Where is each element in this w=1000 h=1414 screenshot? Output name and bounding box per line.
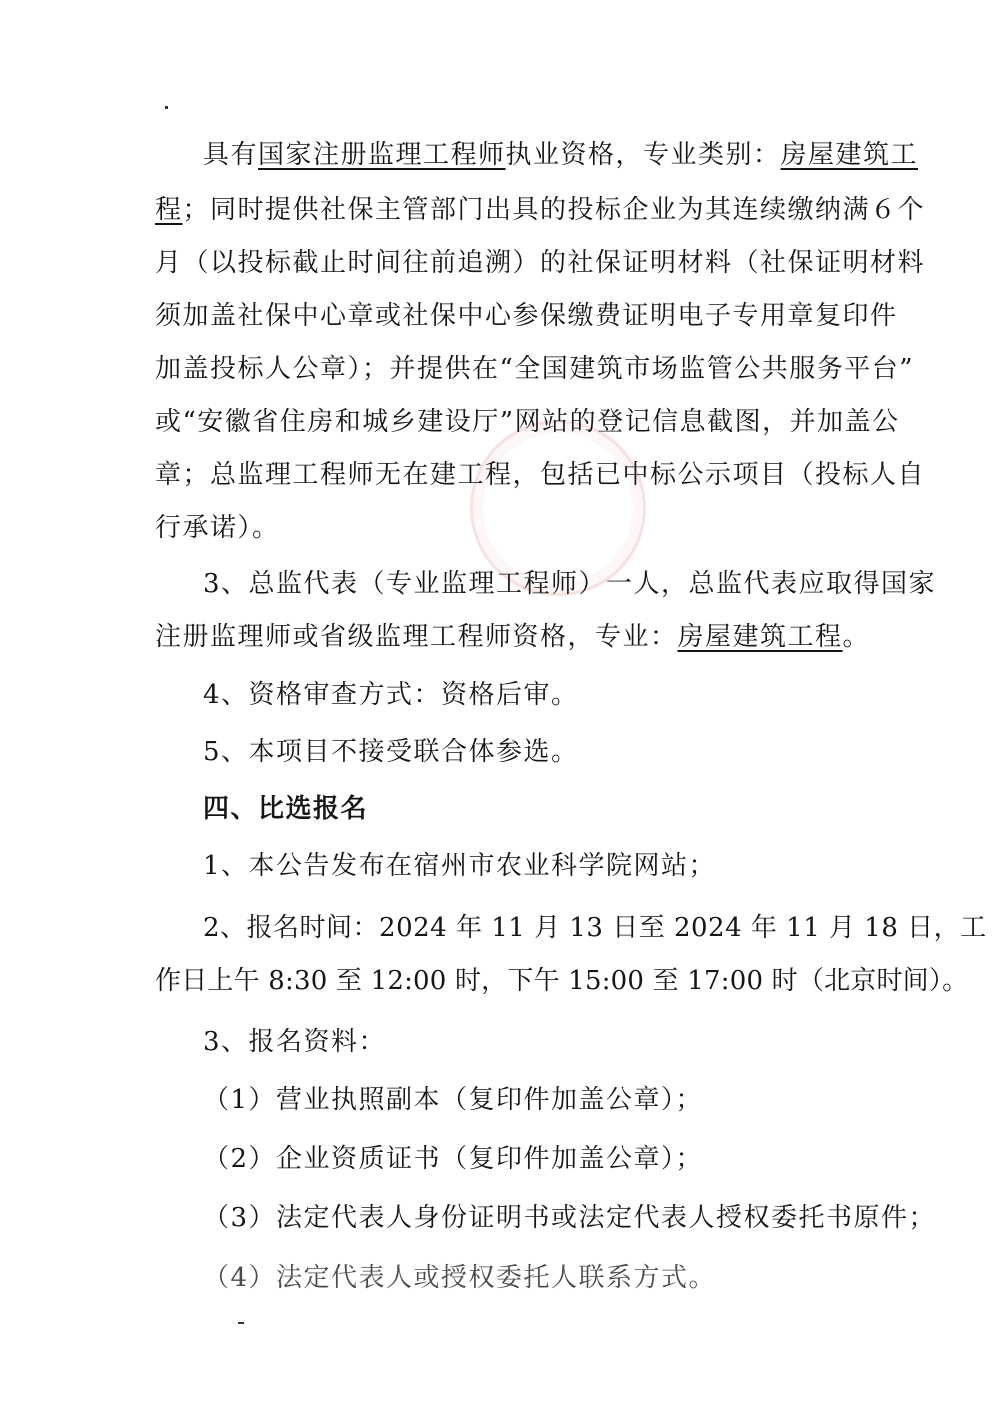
scan-speck [238, 1322, 244, 1324]
item3-line-1: 3、总监代表（专业监理工程师）一人，总监代表应取得国家 [203, 569, 937, 599]
para1-line-8: 行承诺）。 [155, 513, 280, 543]
reg3-item: （3）法定代表人身份证明书或法定代表人授权委托书原件； [203, 1203, 937, 1233]
item5-line: 5、本项目不接受联合体参选。 [203, 737, 579, 767]
qualification-underlined: 国家注册监理工程师 [258, 140, 506, 170]
item3-line-2: 注册监理师或省级监理工程师资格，专业：房屋建筑工程。 [155, 622, 871, 652]
para1-line-4: 须加盖社保中心章或社保中心参保缴费证明电子专用章复印件 [155, 301, 898, 331]
item4-line: 4、资格审查方式：资格后审。 [203, 680, 579, 710]
scan-speck [165, 106, 168, 109]
reg1-line: 1、本公告发布在宿州市农业科学院网站； [203, 851, 717, 881]
para1-line-7: 章；总监理工程师无在建工程，包括已中标公示项目（投标人自 [155, 460, 926, 490]
para1-line-1: 具有国家注册监理工程师执业资格，专业类别：房屋建筑工 [203, 140, 919, 170]
category-underlined: 房屋建筑工 [780, 140, 919, 170]
para1-line-2: 程；同时提供社保主管部门出具的投标企业为其连续缴纳满６个 [155, 195, 926, 225]
category-underlined-cont: 程 [155, 195, 183, 225]
para1-line-6: 或“安徽省住房和城乡建设厅”网站的登记信息截图，并加盖公 [155, 407, 900, 437]
para1-line-3: 月（以投标截止时间往前追溯）的社保证明材料（社保证明材料 [155, 248, 926, 278]
reg3-item: （2）企业资质证书（复印件加盖公章）； [203, 1144, 704, 1174]
specialty-underlined: 房屋建筑工程 [677, 622, 843, 652]
para1-line-5: 加盖投标人公章）；并提供在“全国建筑市场监管公共服务平台” [155, 354, 915, 384]
reg2-line-1: 2、报名时间：2024 年 11 月 13 日至 2024 年 11 月 18 日，工 [203, 913, 987, 943]
reg3-title: 3、报名资料： [203, 1027, 387, 1057]
reg3-item: （4）法定代表人或授权委托人联系方式。 [203, 1263, 717, 1293]
reg3-item: （1）营业执照副本（复印件加盖公章）； [203, 1085, 704, 1115]
reg2-line-2: 作日上午 8:30 至 12:00 时，下午 15:00 至 17:00 时（北京时间）。 [155, 966, 969, 996]
section-heading: 四、比选报名 [203, 794, 369, 824]
